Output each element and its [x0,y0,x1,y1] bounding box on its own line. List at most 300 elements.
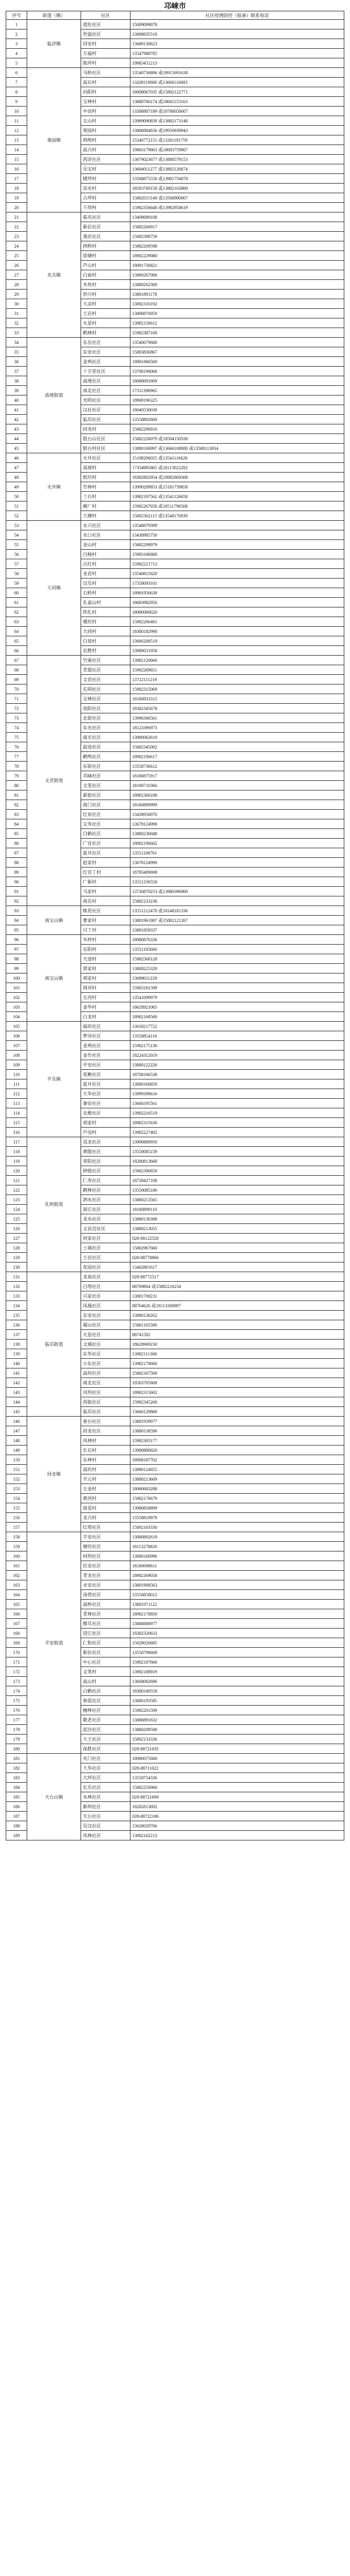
community-name: 竹林村 [81,482,130,492]
community-name: 芦山村 [81,261,130,270]
row-index: 78 [6,762,27,771]
contact-phone: 15982266481 [130,617,344,627]
row-index: 118 [6,1147,27,1157]
community-name: 春台社区 [81,1417,130,1426]
community-name: 平安社区 [81,1060,130,1070]
row-index: 91 [6,887,27,896]
contact-phone: 18280813668 [130,1157,344,1166]
community-name: 芦沟村 [81,1128,130,1137]
community-name: 兰石村 [81,492,130,501]
contact-phone: 13541099979 [130,993,344,1002]
row-index: 150 [6,1455,27,1465]
row-index: 148 [6,1436,27,1446]
community-name: 羊安社区 [81,1532,130,1542]
contact-phone: 15982387168 [130,328,344,338]
row-index: 28 [6,280,27,290]
row-index: 174 [6,1686,27,1696]
town-name: 高埂街道 [27,338,81,453]
community-name: 泗水社区 [81,1195,130,1205]
contact-phone: 13722111219 [130,675,344,685]
community-name: 木梓村 [81,935,130,945]
row-index: 113 [6,1099,27,1108]
community-name: 天星社区 [81,1330,130,1340]
contact-phone: 15882167568 [130,1368,344,1378]
table-row [6,1532,344,1542]
community-name: 吴汉社区 [81,1821,130,1831]
row-index: 33 [6,328,27,338]
row-index: 182 [6,1763,27,1773]
contact-phone: 13558754336 [130,1773,344,1783]
community-name: 红官丁村 [81,868,130,877]
contact-phone: 19983451213 [130,58,344,68]
row-index: 184 [6,1783,27,1792]
community-name: 曹家村 [81,916,130,925]
contact-phone: 13989031958 [130,646,344,656]
row-index: 20 [6,203,27,212]
contact-phone: 18982315602 [130,1388,344,1397]
row-index: 146 [6,1417,27,1426]
contact-phone: 18224312019 [130,1051,344,1060]
table-row [6,68,344,78]
community-name: 高埂社区 [81,376,130,386]
community-name: 文笔村 [81,1667,130,1677]
contact-phone: 13881961987 或15882121267 [130,916,344,925]
contact-phone: 15982345268 [130,1397,344,1407]
contact-phone: 13980062619 [130,733,344,742]
contact-phone: 13880160996 [130,1551,344,1561]
community-name: 火井社区 [81,453,130,463]
contact-phone: 13438905750 [130,530,344,540]
community-name: 纸坊村 [81,473,130,482]
row-index: 145 [6,1407,27,1417]
row-index: 114 [6,1108,27,1118]
table-row [6,453,344,463]
row-index: 54 [6,530,27,540]
contact-phone: 13678124998 [130,858,344,868]
contact-phone: 13568875558 或13981756878 [130,174,344,184]
contact-phone: 15882345082 [130,742,344,752]
contact-phone: 13668082696 [130,1677,344,1686]
row-index: 134 [6,1301,27,1311]
community-name: 何家社区 [81,1234,130,1243]
community-name: 金山村 [81,540,130,550]
community-name: 敬老社区 [81,1715,130,1725]
community-name: 临邛社区 [81,415,130,424]
row-index: 103 [6,1002,27,1012]
contact-phone: 13880124655 [130,1465,344,1474]
contact-phone: 13982120666 [130,656,344,665]
contact-phone: 18980075668 [130,1754,344,1763]
community-name: 北街社区 [81,713,130,723]
row-index: 170 [6,1648,27,1657]
contact-phone: 17311396965 [130,386,344,396]
community-name: 石桥村 [81,588,130,598]
contact-phone: 13880262369 [130,280,344,290]
document-page [6,0,344,1840]
table-row [6,1272,344,1282]
row-index: 151 [6,1465,27,1474]
community-name: 火星村 [81,318,130,328]
row-index: 163 [6,1580,27,1590]
community-name: 盐井社区 [81,848,130,858]
contact-phone: 13990289853 或15181739858 [130,482,344,492]
row-index: 36 [6,357,27,367]
row-index: 173 [6,1677,27,1686]
community-name: 果园村 [81,126,130,135]
row-index: 121 [6,1176,27,1185]
contact-phone: 18981956639 [130,588,344,598]
table-row [6,906,344,916]
contact-phone: 13551106761 [130,848,344,858]
contact-phone: 15882296916 [130,424,344,434]
contact-phone: 15982315069 [130,685,344,694]
contact-phone: 13982111368 [130,1349,344,1359]
contact-phone: 18180899110 [130,1205,344,1214]
community-name: 双龙社区 [81,1137,130,1147]
row-index: 125 [6,1214,27,1224]
row-index: 84 [6,819,27,829]
row-index: 53 [6,521,27,530]
row-index: 67 [6,656,27,665]
community-name: 碗厂村 [81,501,130,511]
contact-phone: 13558798608 [130,1648,344,1657]
contact-phone: 18382345678 [130,704,344,713]
community-name: 南光社区 [81,733,130,742]
community-name: 楠林社区 [81,1706,130,1715]
contact-phone: 15881165580 [130,1320,344,1330]
table-row [6,521,344,530]
town-name: 回龙镇 [27,1417,81,1532]
row-index: 161 [6,1561,27,1571]
row-index: 123 [6,1195,27,1205]
contact-phone: 15982201599 [130,1706,344,1715]
community-name: 高石村 [81,78,130,87]
community-name: 中心社区 [81,1657,130,1667]
community-name: 大王社区 [81,1735,130,1744]
community-name: 拱桥村 [81,241,130,251]
community-name: 大华社区 [81,1089,130,1099]
community-name: 光明社区 [81,396,130,405]
row-index: 86 [6,839,27,848]
community-name: 黄陵社区 [81,1147,130,1157]
row-index: 45 [6,444,27,453]
row-index: 99 [6,964,27,974]
row-index: 12 [6,126,27,135]
community-name: 高桥社区 [81,1600,130,1609]
contact-phone: 13558802800 [130,415,344,424]
row-index: 140 [6,1359,27,1368]
row-index: 133 [6,1291,27,1301]
row-index: 43 [6,424,27,434]
row-index: 136 [6,1320,27,1330]
row-index: 35 [6,347,27,357]
row-index: 143 [6,1388,27,1397]
row-index: 74 [6,723,27,733]
community-name: 西浒社区 [81,155,130,164]
table-row [6,338,344,347]
community-name: 鹤林社区 [81,1185,130,1195]
contact-phone: 15882967660 [130,1243,344,1253]
row-index: 159 [6,1542,27,1551]
row-index: 97 [6,945,27,954]
row-index: 73 [6,713,27,723]
community-name: 东街社区 [81,762,130,771]
community-name: 西街社区 [81,1397,130,1407]
town-name: 临邛街道 [27,1272,81,1417]
contact-phone: 15982267658 或18511796568 [130,501,344,511]
community-name: 回龙村 [81,424,130,434]
contact-phone: 13666208519 [130,636,344,646]
contact-phone: 18113278820 [130,1542,344,1551]
contact-phone: 13980880620 [130,1446,344,1455]
contact-phone: 13708190068 [130,367,344,376]
row-index: 104 [6,1012,27,1022]
contact-phone: 13980858899 [130,1503,344,1513]
row-index: 81 [6,790,27,800]
row-index: 31 [6,309,27,318]
community-name: 高山村 [81,1677,130,1686]
contact-phone: 15983186888 [130,550,344,559]
row-index: 94 [6,916,27,925]
community-name: 太山村 [81,116,130,126]
community-name: 凤林社区 [81,1831,130,1840]
community-name: 徐塘村 [81,251,130,261]
contact-phone: 18982229080 [130,251,344,261]
town-name: 南宝山镇 [27,906,81,935]
contact-phone: 18981866569 [130,357,344,367]
table-row [6,1417,344,1426]
community-name: 乐宝村 [81,164,130,174]
contact-phone: 13982216519 [130,1108,344,1118]
row-index: 26 [6,261,27,270]
row-index: 176 [6,1706,27,1715]
contact-phone: 028-88722186 [130,1812,344,1821]
row-index: 124 [6,1205,27,1214]
contact-phone: 18980683288 [130,1484,344,1494]
contact-phone: 13551185660 [130,945,344,954]
row-index: 108 [6,1051,27,1060]
row-index: 189 [6,1831,27,1840]
row-index: 155 [6,1503,27,1513]
contact-phone: 18180889999 [130,800,344,810]
contact-phone: 18382802954 或18982869368 [130,473,344,482]
community-name: 开元村 [81,1474,130,1484]
contact-phone: 15892103330 [130,1523,344,1532]
contact-phone: 13540736896 或19915691638 [130,68,344,78]
row-index: 144 [6,1397,27,1407]
row-index: 165 [6,1600,27,1609]
contact-phone: 13558819979 [130,1513,344,1523]
contact-phone: 13999399616 [130,1089,344,1099]
contact-phone: 18040530039 [130,405,344,415]
contact-phone: 18982366108 [130,790,344,800]
row-index: 83 [6,810,27,819]
row-index: 112 [6,1089,27,1099]
row-index: 68 [6,665,27,675]
row-index: 48 [6,473,27,482]
town-name: 天台山镇 [27,1754,81,1840]
contact-phone: 15882209598 [130,241,344,251]
community-name: 黄河村 [81,1494,130,1503]
contact-phone: 15982269651 [130,665,344,675]
contact-phone: 13208119000 或13666116003 [130,78,344,87]
community-name: 龙君村 [81,569,130,579]
row-index: 75 [6,733,27,742]
contact-phone: 18981736821 [130,261,344,270]
community-name: 红塔社区 [81,1523,130,1532]
row-index: 158 [6,1532,27,1542]
contact-phone: 13018217722 [130,1022,344,1031]
community-name: 川丁村 [81,925,130,935]
community-name: 鸡鸣村 [81,135,130,145]
community-name: 鹤鸣社区 [81,752,130,762]
contact-phone: 18382320633 [130,1629,344,1638]
community-name: 汉社社区 [81,405,130,415]
community-name: 仁和社区 [81,1638,130,1648]
contact-phone: 13996386561 [130,713,344,723]
row-index: 65 [6,636,27,646]
community-name: 东安社区 [81,1311,130,1320]
contact-phone: 18708166538 [130,1070,344,1079]
community-name: 回龙社区 [81,1426,130,1436]
community-name: 龙水社区 [81,1214,130,1224]
row-index: 7 [6,78,27,87]
community-name: 东阳村 [81,945,130,954]
row-index: 64 [6,627,27,636]
row-index: 8 [6,87,27,97]
community-name: 大坪社区 [81,1773,130,1783]
contact-phone: 15009099878 [130,20,344,29]
contact-phone: 15882015148 或13568900007 [130,193,344,203]
row-index: 39 [6,386,27,396]
row-index: 89 [6,868,27,877]
row-index: 90 [6,877,27,887]
contact-phone: 18908196325 [130,396,344,405]
community-name: 东华社区 [81,1349,130,1359]
community-name: 金华村 [81,1002,130,1012]
community-name: 白鹤社区 [81,1686,130,1696]
community-name: 白泉村 [81,636,130,646]
contact-phone: 13666129880 [130,1407,344,1417]
contact-phone: 13881971122 [130,1600,344,1609]
row-index: 132 [6,1282,27,1291]
community-name: 干坝村 [81,203,130,212]
contact-phone: 13881708231 [130,1291,344,1301]
community-name: 东岳社区 [81,338,130,347]
town-name: 临济镇 [27,20,81,68]
community-name: 白鹤社区 [81,829,130,839]
community-name: 春雷社区 [81,1696,130,1706]
community-name: 南岳村 [81,896,130,906]
community-name: 泥沙社区 [81,1725,130,1735]
contact-phone: 13982156612 [130,318,344,328]
community-name: 王店社区 [81,1253,130,1263]
contact-phone: 18628969230 [130,1340,344,1349]
contact-phone: 18982315636 [130,1118,344,1128]
row-index: 168 [6,1629,27,1638]
contact-phone: 13689011229 [130,974,344,983]
community-name: 红泉社区 [81,810,130,819]
row-index: 157 [6,1523,27,1532]
row-index: 137 [6,1330,27,1340]
row-index: 77 [6,752,27,762]
community-name: 大塘村 [81,511,130,521]
community-name: 洪川村 [81,290,130,299]
row-index: 66 [6,646,27,656]
row-index: 80 [6,781,27,790]
row-index: 46 [6,453,27,463]
row-index: 71 [6,694,27,704]
row-index: 50 [6,492,27,501]
town-name: 火井镇 [27,453,81,521]
contact-phone: 18980876336 [130,935,344,945]
contact-phone: 15982175136 [130,1041,344,1051]
contact-phone: 13688835518 [130,29,344,39]
table-row [6,20,344,29]
contact-phone: 18982196617 [130,752,344,762]
row-index: 126 [6,1224,27,1234]
contact-phone: 18980066620 [130,607,344,617]
row-index: 55 [6,540,27,550]
community-name: 盐井社区 [81,1079,130,1089]
contact-phone: 13668195561 [130,1099,344,1108]
community-name: 大华社区 [81,1763,130,1773]
contact-phone: 13880760174 或18681153163 [130,97,344,107]
contact-phone: 13880892619 [130,1532,344,1542]
contact-phone: 15982356648 或13982958619 [130,203,344,212]
row-index: 175 [6,1696,27,1706]
contact-phone: 028-88721669 [130,1792,344,1802]
row-index: 188 [6,1821,27,1831]
row-index: 179 [6,1735,27,1744]
contact-phone: 15982568128 [130,954,344,964]
community-name: 万福村 [81,49,130,58]
contact-phone: 13438956970 [130,810,344,819]
row-index: 154 [6,1494,27,1503]
contact-phone: 13551236558 [130,877,344,887]
row-index: 102 [6,993,27,1002]
row-index: 100 [6,974,27,983]
community-name: 赵家村 [81,858,130,868]
community-name: 新坝社区 [81,1802,130,1812]
contact-phone: 13890876959 [130,309,344,318]
community-name: 小东社区 [81,1359,130,1368]
contact-phone: 15828026685 [130,1638,344,1648]
row-index: 101 [6,983,27,993]
contact-phone: 13982188919 [130,1667,344,1677]
row-index: 128 [6,1243,27,1253]
community-name: 大凉村 [81,299,130,309]
community-name: 高兴村 [81,145,130,155]
community-name: 河坝社区 [81,1388,130,1397]
row-index: 69 [6,675,27,685]
community-name: 兴家社区 [81,1291,130,1301]
row-index: 32 [6,318,27,328]
community-name: 银台山社区 [81,434,130,444]
community-name: 新民社区 [81,222,130,232]
community-name: 道佐社区 [81,20,130,29]
community-name: 民安社区 [81,1561,130,1571]
community-name: 新街社区 [81,790,130,800]
contact-phone: 18982169058 [130,1571,344,1580]
town-name: 平乐镇 [27,1022,81,1137]
contact-phone: 15882266917 [130,222,344,232]
community-name: 白庙村 [81,270,130,280]
contact-phone: 13550085159 [130,1147,344,1157]
row-index: 6 [6,68,27,78]
community-name: 长乐社区 [81,1783,130,1792]
contact-phone: 13679023677 或13880579153 [130,155,344,164]
